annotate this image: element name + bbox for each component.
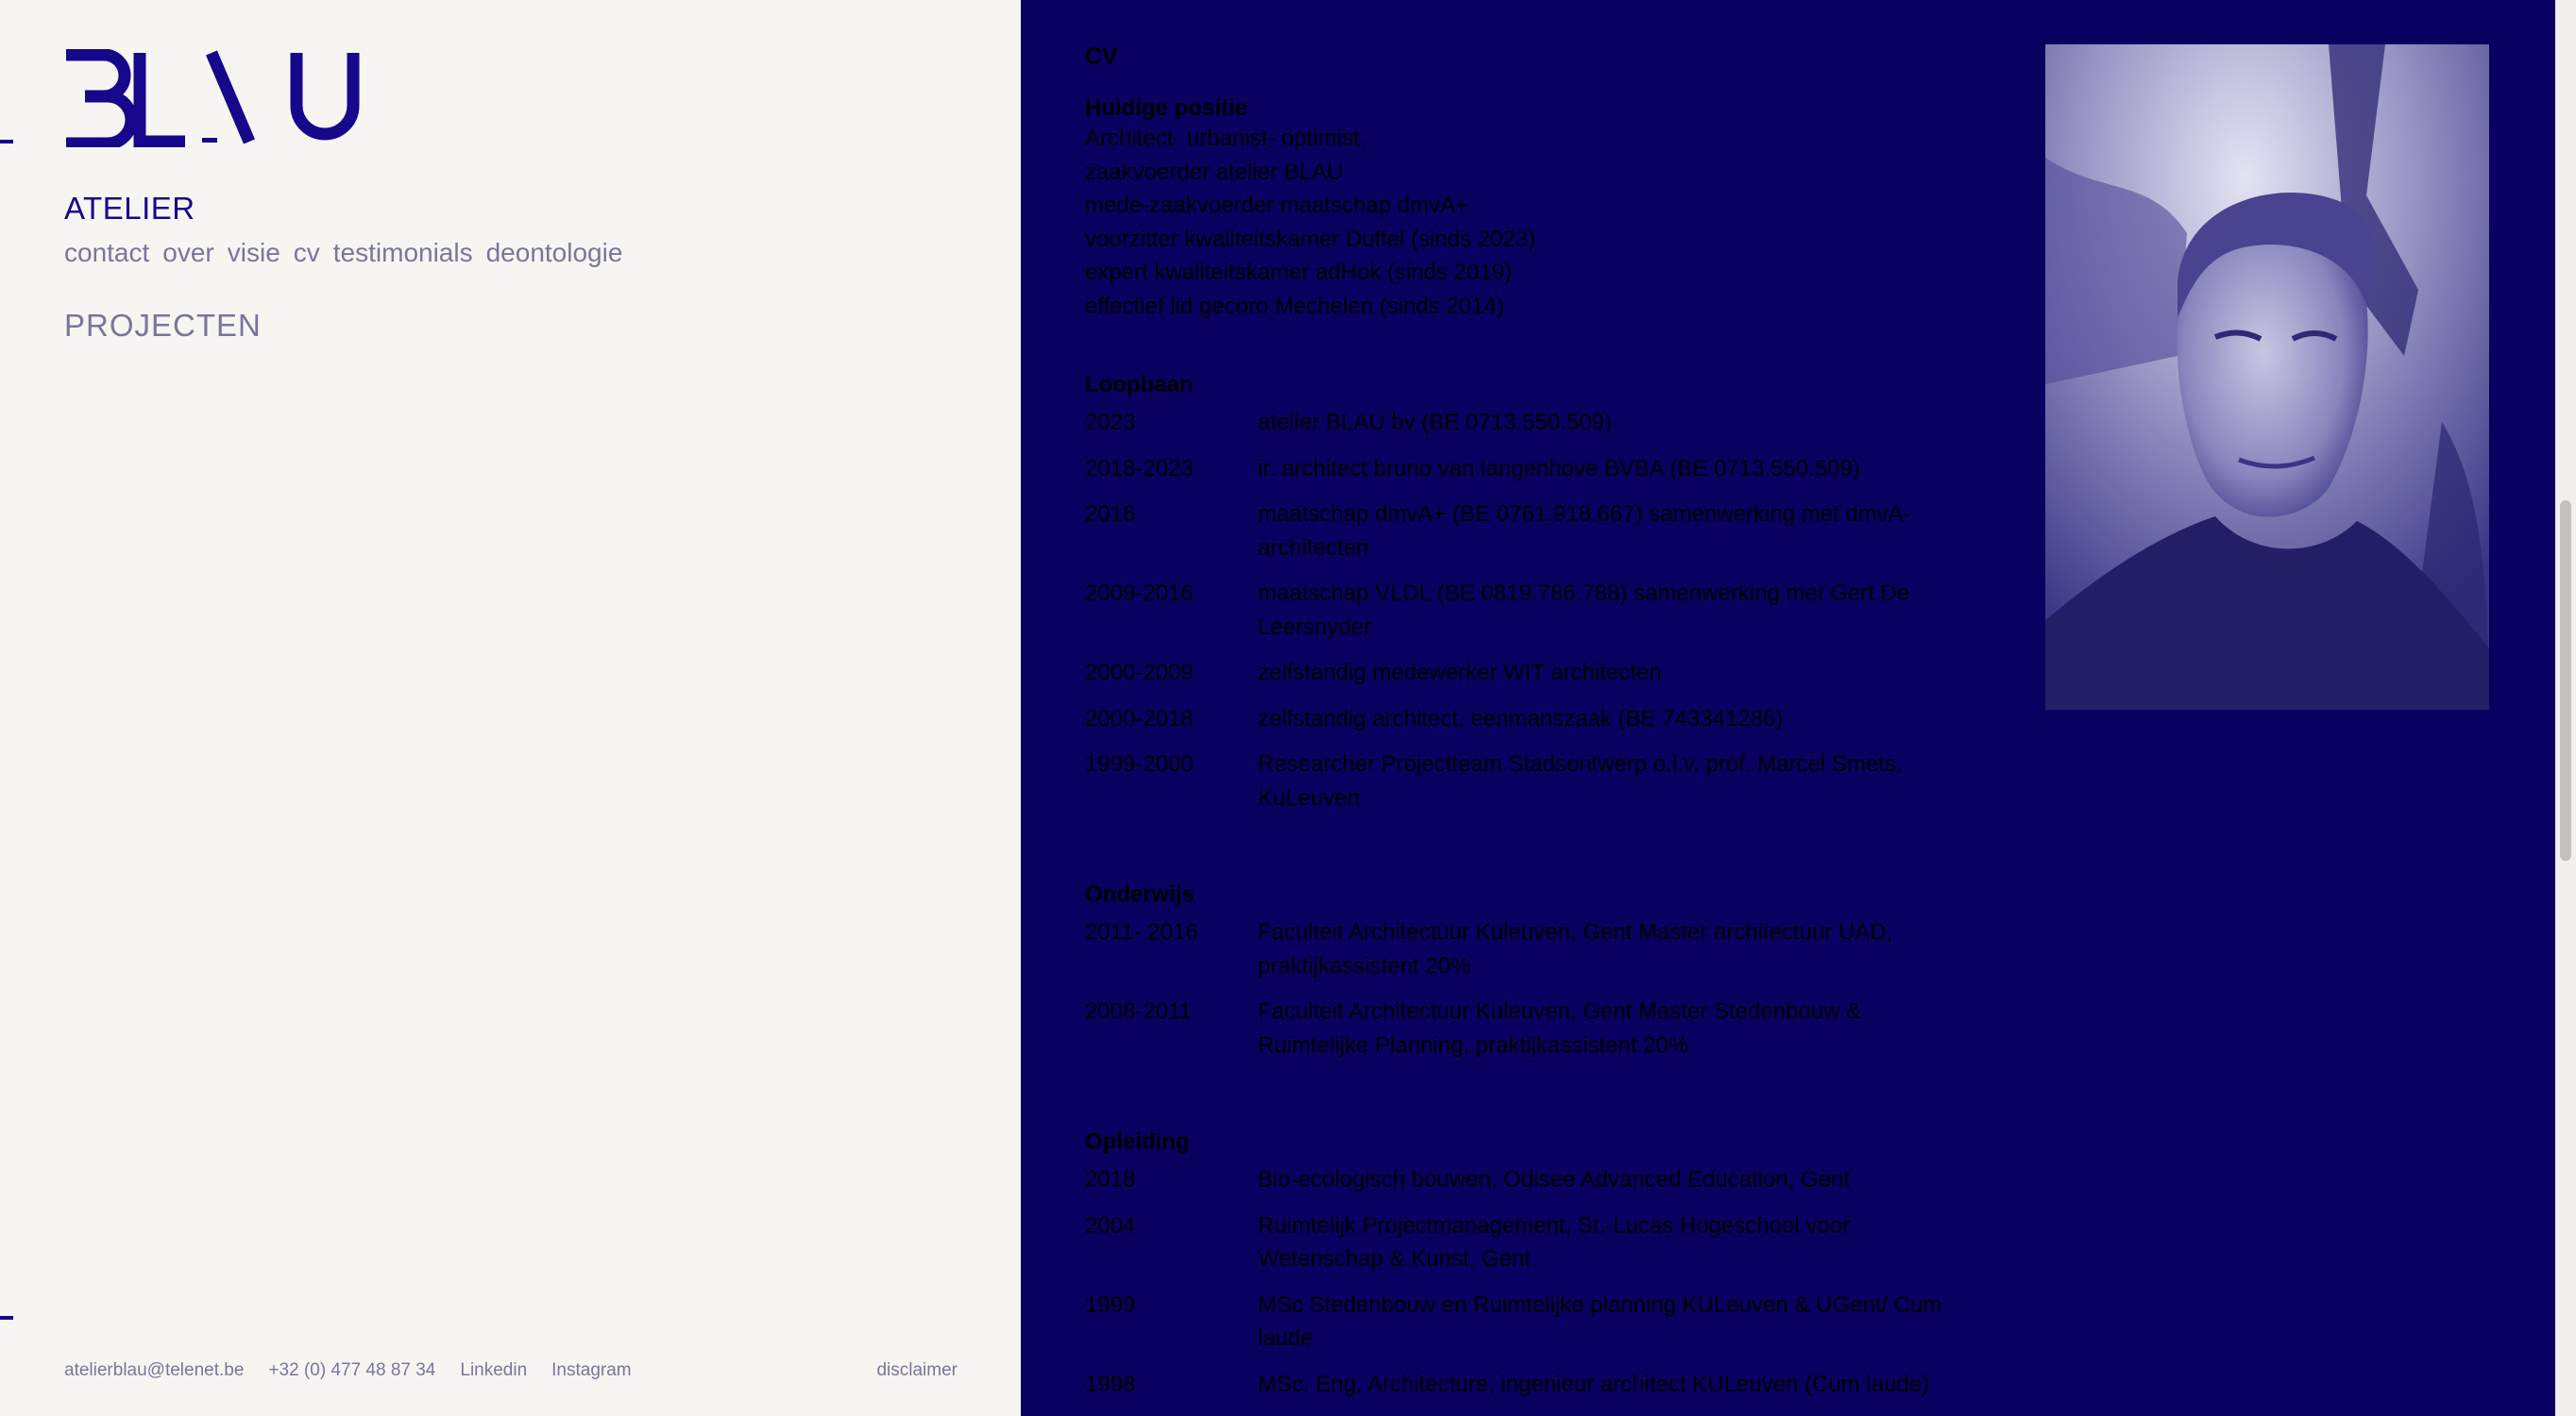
row-year: 2018-2023 [1085, 455, 1194, 481]
footer-instagram-link[interactable]: Instagram [551, 1360, 632, 1380]
loopbaan-row [1085, 702, 1963, 736]
row-text: MSc Stedenbouw en Ruimtelijke planning KULeuven & UGent/ Cum laude [1258, 1291, 1942, 1351]
footer [64, 1360, 958, 1381]
nav-visie[interactable]: visie [227, 238, 280, 267]
row-year: 2023 [1085, 410, 1136, 435]
nav-over[interactable]: over [162, 238, 214, 267]
opleiding-heading: Opleiding [1085, 1129, 1190, 1155]
opleiding-list [1085, 1163, 1963, 1401]
row-year: 2000-2009 [1085, 660, 1194, 685]
cv-content [1085, 43, 1963, 1413]
main-nav [64, 238, 622, 268]
row-text: atelier BLAU bv (BE 0713.550.509) [1258, 410, 1612, 435]
row-text: maatschap VLDL (BE 0819.786.788) samenwerking met Gert De Leersnyder [1258, 581, 1910, 640]
row-text: maatschap dmvA+ (BE 0761.918.667) samenwerking met dmvA-architecten [1258, 501, 1911, 561]
nav-deontologie[interactable]: deontologie [485, 238, 623, 267]
loopbaan-row [1085, 497, 1963, 565]
footer-phone-link[interactable]: +32 (0) 477 48 87 34 [268, 1360, 436, 1380]
opleiding-row [1085, 1289, 1963, 1356]
row-text: Researcher Projectteam Stadsontwerp o.l.v. prof. Marcel Smets, KuLeuven [1258, 751, 1903, 811]
onderwijs-heading: Onderwijs [1085, 882, 1195, 907]
nav-testimonials[interactable]: testimonials [332, 238, 473, 267]
row-text: Faculteit Architectuur Kuleuven, Gent Master Stedenbouw & Ruimtelijke Planning, praktijkassistent 20% [1258, 999, 1862, 1058]
scrollbar-thumb[interactable] [2560, 500, 2571, 861]
position-line: expert kwaliteitskamer adHok (sinds 2019) [1085, 260, 1513, 285]
row-year: 2018 [1085, 1167, 1136, 1192]
loopbaan-row [1085, 577, 1963, 644]
position-line: voorzitter kwaliteitskamer Duffel (sinds 2023) [1085, 226, 1536, 252]
loopbaan-heading: Loopbaan [1085, 372, 1194, 397]
loopbaan-row [1085, 656, 1963, 690]
row-text: Bio-ecologisch bouwen, Odisee Advanced Education, Gent [1258, 1167, 1851, 1192]
footer-links [64, 1360, 632, 1381]
row-year: 1998 [1085, 1371, 1136, 1397]
cv-title: CV [1085, 43, 1118, 70]
onderwijs-row [1085, 916, 1963, 983]
edge-mark-bottom [0, 1316, 13, 1320]
row-year: 2000-2018 [1085, 705, 1194, 732]
position-line: zaakvoerder atelier BLAU [1085, 159, 1344, 185]
row-year: 2008-2011 [1085, 999, 1192, 1024]
loopbaan-row [1085, 452, 1963, 486]
atelier-heading[interactable]: ATELIER [64, 191, 195, 226]
nav-cv[interactable]: cv [293, 238, 320, 267]
nav-contact[interactable]: contact [64, 238, 150, 267]
row-text: Faculteit Architectuur Kuleuven, Gent Master architectuur UAD, praktijkassistent 20% [1258, 919, 1893, 979]
loopbaan-row [1085, 748, 1963, 815]
row-year: 2004 [1085, 1212, 1136, 1239]
huidige-positie-list [1085, 122, 1963, 323]
huidige-positie-heading: Huidige positie [1085, 95, 1248, 121]
sidebar [0, 0, 1021, 1416]
footer-email-link[interactable]: atelierblau@telenet.be [64, 1360, 245, 1380]
portrait-photo [2045, 44, 2489, 710]
blau-logo[interactable] [64, 49, 366, 147]
onderwijs-list [1085, 916, 1963, 1062]
row-year: 1999-2000 [1085, 751, 1194, 777]
opleiding-row [1085, 1209, 1963, 1276]
row-text: MSc. Eng, Architecture, ingenieur architect KULeuven (Cum laude) [1258, 1371, 1930, 1397]
loopbaan-list [1085, 406, 1963, 815]
opleiding-row [1085, 1163, 1963, 1197]
row-text: zelfstandig architect, eenmanszaak (BE 743341286) [1258, 705, 1784, 732]
row-text: ir. architect bruno van langenhove BVBA (BE 0713.550.509) [1258, 455, 1860, 481]
footer-linkedin-link[interactable]: Linkedin [460, 1360, 528, 1380]
row-text: Ruimtelijk Projectmanagement, St.-Lucas Hogeschool voor Wetenschap & Kunst, Gent [1258, 1212, 1850, 1272]
projecten-link[interactable]: PROJECTEN [64, 308, 262, 343]
onderwijs-row [1085, 995, 1963, 1062]
footer-disclaimer-link[interactable]: disclaimer [876, 1360, 958, 1380]
row-year: 2009-2016 [1085, 581, 1194, 606]
row-year: 2016 [1085, 501, 1136, 527]
position-line: mede-zaakvoerder maatschap dmvA+ [1085, 193, 1469, 218]
row-year: 1999 [1085, 1291, 1136, 1318]
position-line: Architect- urbanist- optimist. [1085, 126, 1366, 151]
loopbaan-row [1085, 406, 1963, 440]
row-year: 2011- 2016 [1085, 919, 1198, 945]
edge-mark-top [0, 140, 13, 143]
opleiding-row [1085, 1368, 1963, 1402]
row-text: zelfstandig medewerker WIT architecten [1258, 660, 1662, 685]
position-line: effectief lid gecoro Mechelen (sinds 2014) [1085, 293, 1504, 319]
